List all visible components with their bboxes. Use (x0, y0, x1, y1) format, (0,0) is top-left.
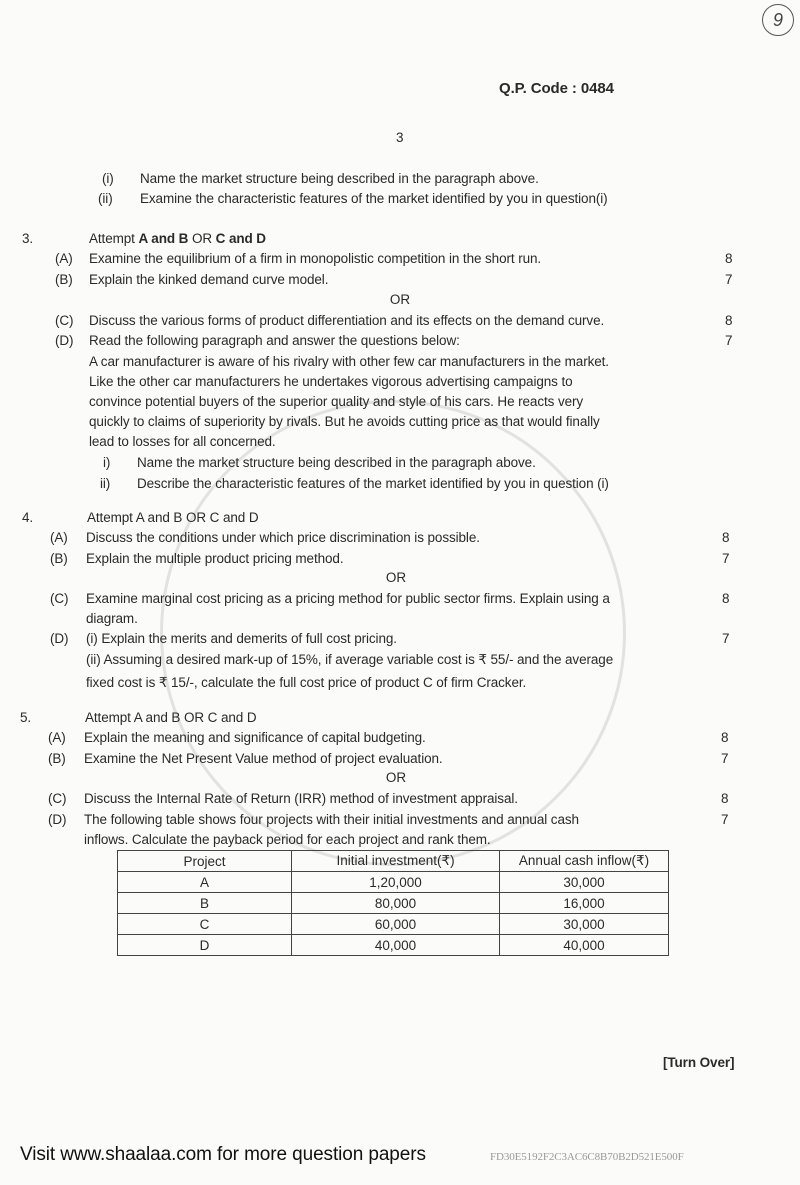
table-cell: 1,20,000 (292, 872, 500, 893)
sub-num: i) (103, 455, 111, 470)
table-cell: A (118, 872, 292, 893)
or-divider: OR (385, 570, 407, 585)
instruction-text: Attempt (89, 231, 139, 246)
part-label: (C) (50, 591, 69, 606)
part-text: Read the following paragraph and answer the questions below: (89, 333, 460, 348)
table-row (118, 935, 669, 956)
table-cell: 16,000 (500, 893, 669, 914)
part-text: (ii) Assuming a desired mark-up of 15%, if average variable cost is ₹ 55/- and the average (86, 652, 614, 667)
question-number: 5. (20, 710, 32, 725)
table-cell: 40,000 (292, 935, 500, 956)
paragraph-line: A car manufacturer is aware of his rivalry with other few car manufacturers in the market. (89, 354, 609, 369)
part-label: (B) (50, 551, 68, 566)
part-label: (D) (55, 333, 74, 348)
part-text: Discuss the various forms of product differentiation and its effects on the demand curve. (89, 313, 605, 328)
sub-num: (ii) (98, 191, 113, 206)
part-label: (C) (55, 313, 74, 328)
part-text: Explain the meaning and significance of capital budgeting. (84, 730, 426, 745)
marks: 7 (725, 333, 733, 348)
table-cell: 80,000 (292, 893, 500, 914)
part-label: (B) (55, 272, 73, 287)
paragraph-line: quickly to claims of superiority by rivals. But he avoids cutting price as that would finally (89, 414, 600, 429)
part-text: Discuss the Internal Rate of Return (IRR) method of investment appraisal. (84, 791, 518, 806)
part-text: Examine the equilibrium of a firm in monopolistic competition in the short run. (89, 251, 542, 266)
question-instruction (89, 230, 266, 248)
or-divider: OR (385, 770, 407, 785)
marks: 7 (721, 812, 729, 827)
instruction-option: C and D (215, 231, 266, 246)
marks: 7 (725, 272, 733, 287)
part-label: (C) (48, 791, 67, 806)
sub-text: Describe the characteristic features of the market identified by you in question (i) (137, 476, 609, 491)
column-header: Project (118, 851, 292, 872)
part-text: Explain the kinked demand curve model. (89, 272, 329, 287)
column-header: Initial investment(₹) (292, 851, 500, 872)
marks: 8 (721, 791, 729, 806)
table-cell: 60,000 (292, 914, 500, 935)
column-header: Annual cash inflow(₹) (500, 851, 669, 872)
projects-table (117, 850, 669, 956)
table-cell: 30,000 (500, 872, 669, 893)
paragraph-line: Like the other car manufacturers he undertakes vigorous advertising campaigns to (89, 374, 573, 389)
table-cell: 40,000 (500, 935, 669, 956)
footer-hash: FD30E5192F2C3AC6C8B70B2D521E500F (490, 1151, 684, 1163)
table-header-row (118, 851, 669, 872)
part-label: (A) (50, 530, 68, 545)
part-label: (B) (48, 751, 66, 766)
turn-over-note: [Turn Over] (663, 1055, 735, 1070)
table-row (118, 872, 669, 893)
paragraph-line: convince potential buyers of the superior quality and style of his cars. He reacts very (89, 394, 584, 409)
table-row (118, 893, 669, 914)
footer-link[interactable]: Visit www.shaalaa.com for more question papers (20, 1144, 426, 1165)
marks: 7 (721, 751, 729, 766)
marks: 7 (722, 551, 730, 566)
sub-text: Name the market structure being described in the paragraph above. (140, 171, 539, 186)
marks: 8 (722, 591, 730, 606)
table-cell: C (118, 914, 292, 935)
or-divider: OR (389, 292, 411, 307)
qp-code: Q.P. Code : 0484 (499, 80, 614, 97)
part-label: (A) (55, 251, 73, 266)
sub-text: Examine the characteristic features of the market identified by you in question(i) (140, 191, 608, 206)
sub-num: ii) (100, 476, 111, 491)
instruction-text: OR (188, 231, 216, 246)
sub-num: (i) (102, 171, 114, 186)
part-text: fixed cost is ₹ 15/-, calculate the full cost price of product C of firm Cracker. (86, 675, 527, 690)
part-label: (A) (48, 730, 66, 745)
marks: 8 (725, 251, 733, 266)
marks: 8 (722, 530, 730, 545)
part-text: Examine the Net Present Value method of project evaluation. (84, 751, 443, 766)
table-row (118, 914, 669, 935)
part-text: diagram. (86, 611, 138, 626)
part-text: The following table shows four projects with their initial investments and annual cash (84, 812, 579, 827)
question-instruction: Attempt A and B OR C and D (85, 710, 257, 725)
part-text: Examine marginal cost pricing as a pricing method for public sector firms. Explain using a (86, 591, 610, 606)
part-text: Explain the multiple product pricing method. (86, 551, 344, 566)
question-instruction: Attempt A and B OR C and D (87, 510, 259, 525)
part-label: (D) (50, 631, 69, 646)
part-text: (i) Explain the merits and demerits of full cost pricing. (86, 631, 397, 646)
table-cell: B (118, 893, 292, 914)
marks: 8 (721, 730, 729, 745)
sub-text: Name the market structure being described in the paragraph above. (137, 455, 536, 470)
page-mark: 9 (762, 4, 794, 36)
part-text: Discuss the conditions under which price discrimination is possible. (86, 530, 480, 545)
part-label: (D) (48, 812, 67, 827)
table-cell: D (118, 935, 292, 956)
marks: 8 (725, 313, 733, 328)
paragraph-line: lead to losses for all concerned. (89, 434, 276, 449)
instruction-option: A and B (138, 231, 189, 246)
part-text: inflows. Calculate the payback period for each project and rank them. (84, 832, 491, 847)
table-cell: 30,000 (500, 914, 669, 935)
question-number: 4. (22, 510, 34, 525)
page-number: 3 (396, 130, 404, 145)
marks: 7 (722, 631, 730, 646)
question-number: 3. (22, 231, 34, 246)
